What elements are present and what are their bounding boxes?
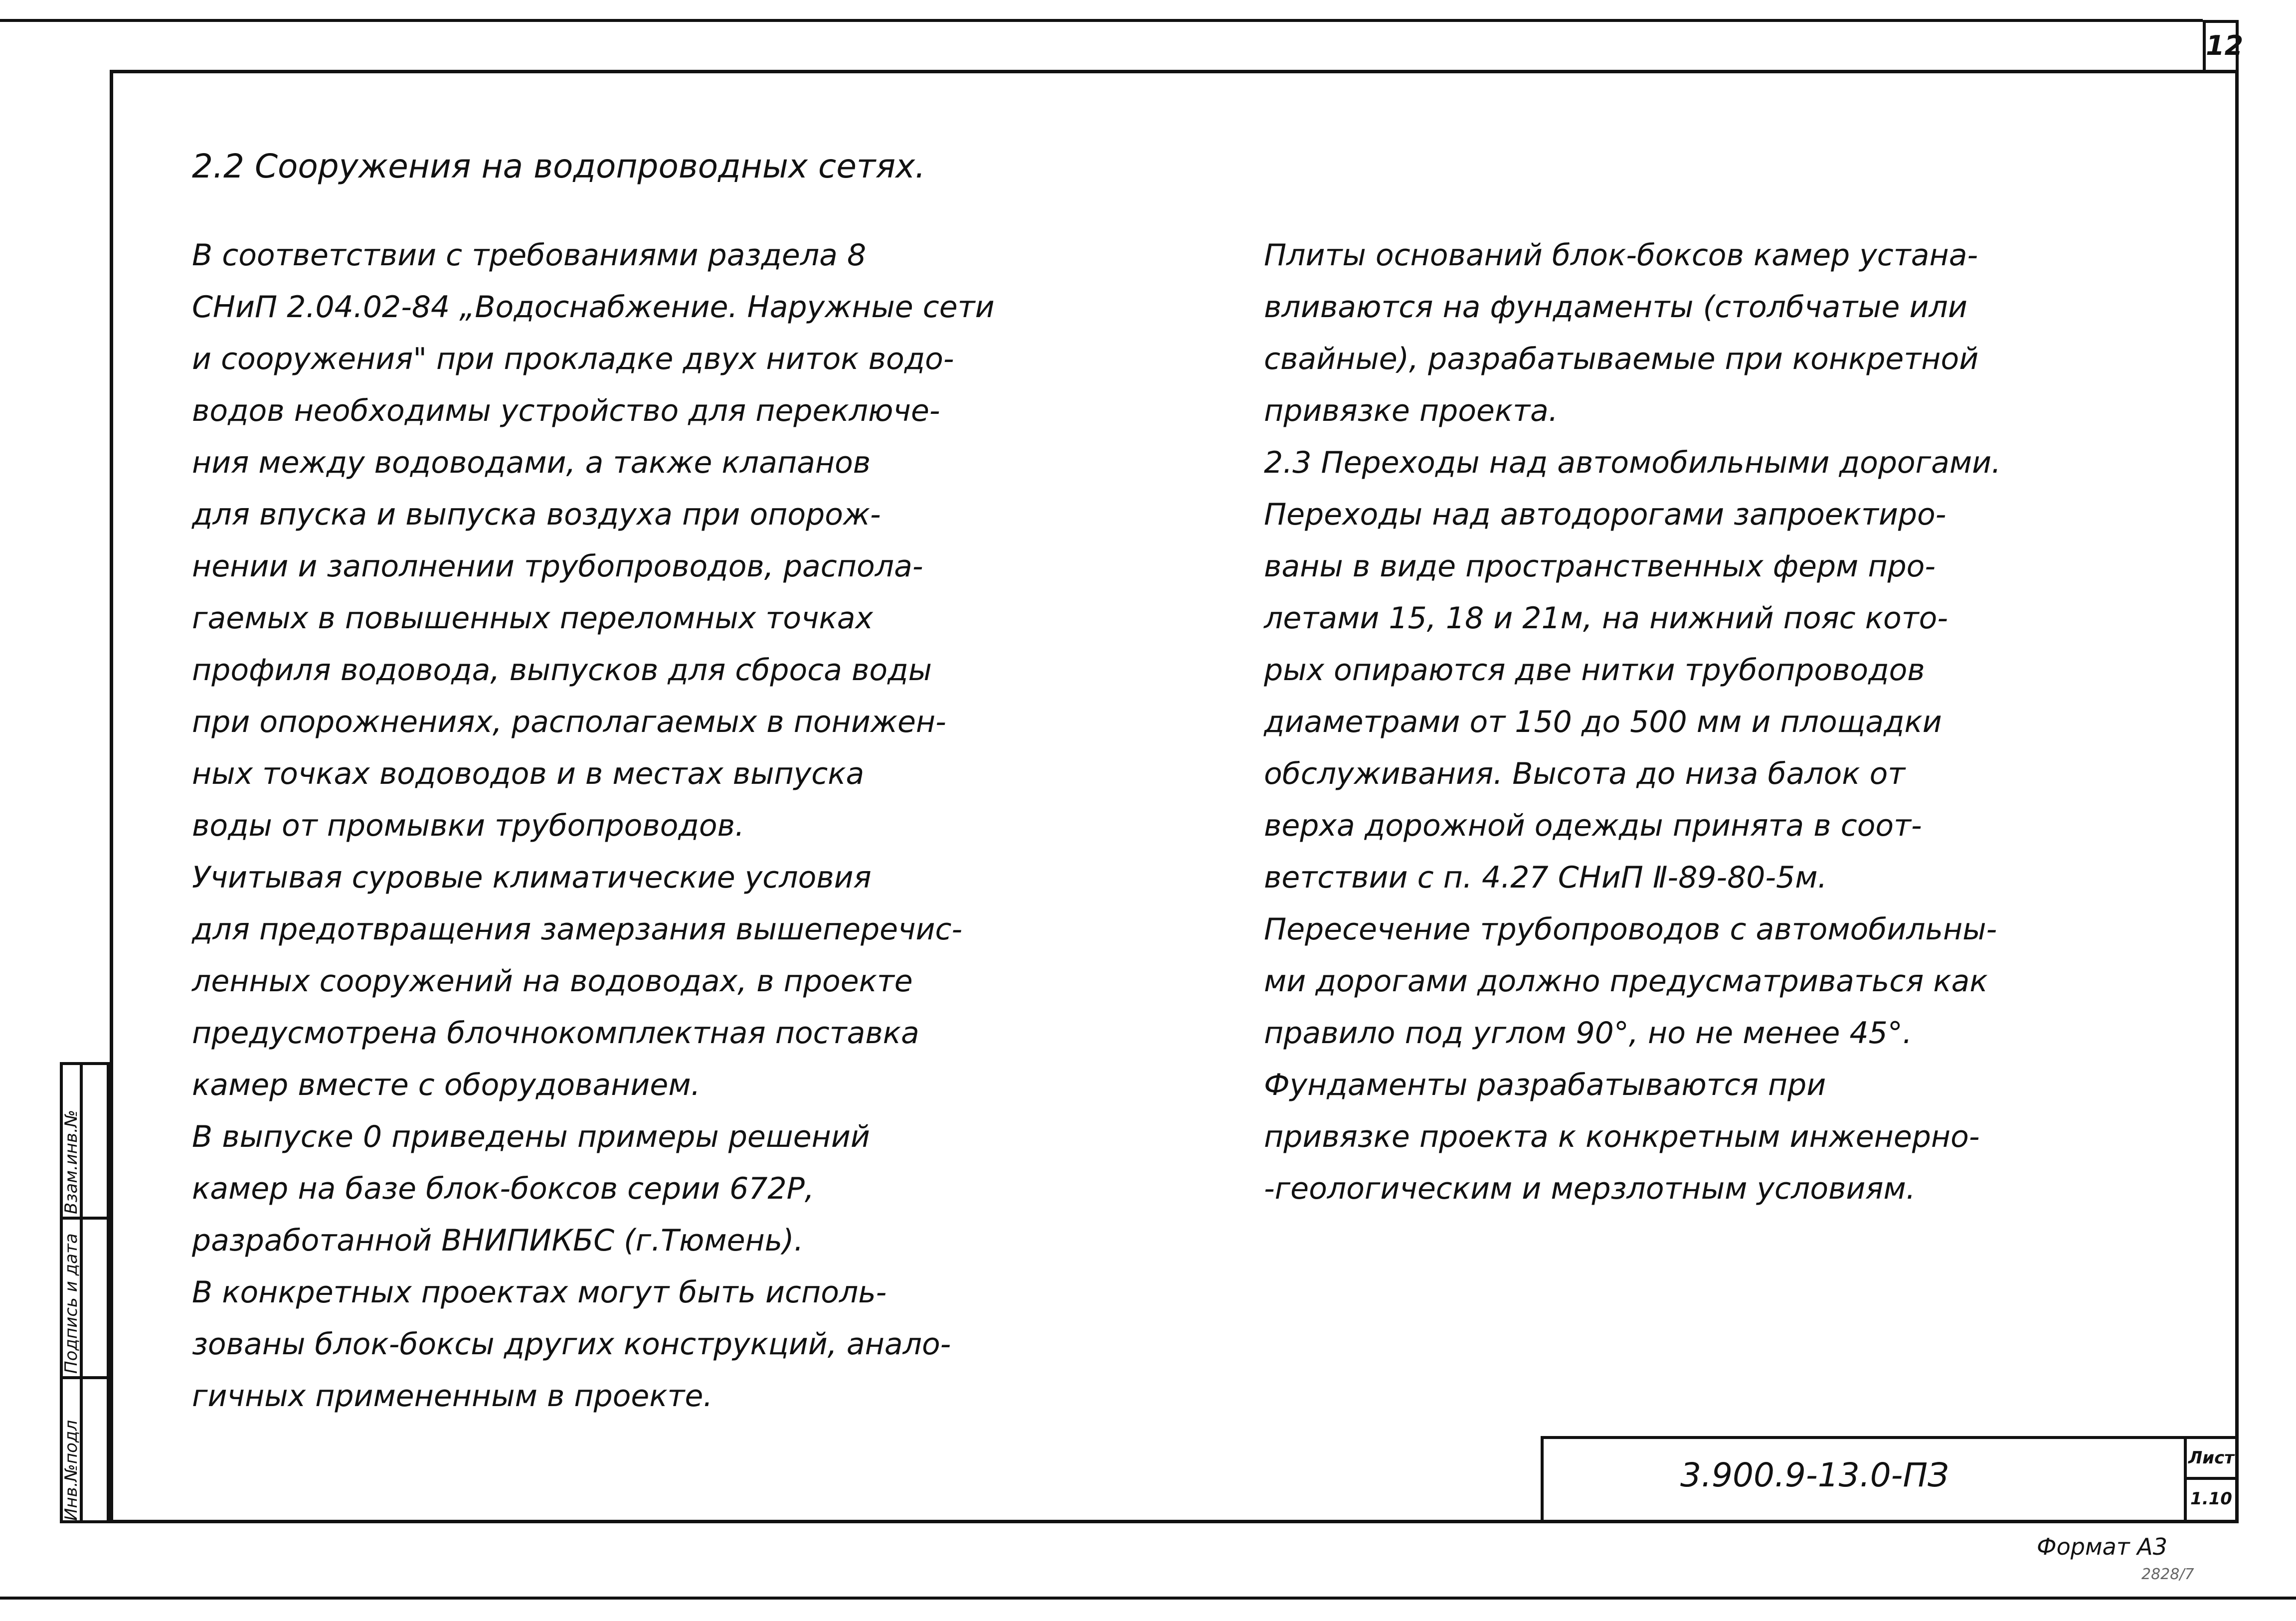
text-line: ных точках водоводов и в местах выпуска — [192, 756, 865, 791]
top-rule — [0, 19, 2203, 22]
page-number — [2203, 20, 2244, 70]
text-line: -геологическим и мерзлотным условиям. — [1264, 1171, 1916, 1206]
text-line: для предотвращения замерзания вышеперечис- — [192, 912, 963, 947]
text-line: В соответствии с требованиями раздела 8 — [192, 238, 867, 273]
text-line: ми дорогами должно предусматриваться как — [1264, 964, 1988, 999]
text-line: диаметрами от 150 до 500 мм и площадки — [1264, 705, 1942, 739]
text-line: вливаются на фундаменты (столбчатые или — [1264, 290, 1967, 325]
text-line: камер на базе блок-боксов серии 672Р, — [192, 1171, 814, 1206]
text-line: правило под углом 90°, но не менее 45°. — [1264, 1016, 1912, 1051]
sheet-number: 1.10 — [2190, 1489, 2232, 1509]
side-label-podpis: Подпись и дата — [61, 1233, 81, 1374]
section-heading: 2.2 Сооружения на водопроводных сетях. — [192, 147, 926, 185]
text-line: летами 15, 18 и 21м, на нижний пояс кото- — [1264, 601, 1948, 636]
text-line: Учитывая суровые климатические условия — [192, 860, 872, 895]
text-line: гичных примененным в проекте. — [192, 1379, 713, 1414]
text-line: рых опираются две нитки трубопроводов — [1264, 653, 1925, 688]
text-line: обслуживания. Высота до низа балок от — [1264, 756, 1906, 791]
text-line: водов необходимы устройство для переключе- — [192, 393, 940, 428]
side-strip-sep-1 — [60, 1217, 110, 1220]
sheet-label-cell — [2184, 1436, 2239, 1480]
text-line: верха дорожной одежды принята в соот- — [1264, 808, 1922, 843]
text-line: Фундаменты разрабатываются при — [1264, 1068, 1826, 1102]
text-line: Плиты оснований блок-боксов камер устана- — [1264, 238, 1978, 273]
text-line: гаемых в повышенных переломных точках — [192, 601, 874, 636]
text-line: В конкретных проектах могут быть исполь- — [192, 1275, 887, 1310]
text-line: для впуска и выпуска воздуха при опорож- — [192, 497, 881, 532]
bottom-rule — [0, 1597, 2296, 1600]
side-label-inv-podl: Инв.№подл — [61, 1420, 81, 1521]
text-line: воды от промывки трубопроводов. — [192, 808, 745, 843]
document-code: 3.900.9-13.0-ПЗ — [1680, 1456, 1949, 1494]
sheet-label: Лист — [2188, 1448, 2234, 1468]
text-line: ветствии с п. 4.27 СНиП Ⅱ-89-80-5м. — [1264, 860, 1827, 895]
page-number-text: 12 — [2206, 30, 2244, 61]
left-text-column — [192, 229, 995, 1422]
text-line: зованы блок-боксы других конструкций, анало- — [192, 1327, 951, 1362]
text-line: ленных сооружений на водоводах, в проекте — [192, 964, 913, 999]
right-border — [2236, 20, 2239, 1523]
text-line: ваны в виде пространственных ферм про- — [1264, 549, 1936, 584]
text-line: ния между водоводами, а также клапанов — [192, 445, 871, 480]
text-line: и сооружения" при прокладке двух ниток водо- — [192, 342, 954, 376]
text-line: СНиП 2.04.02-84 „Водоснабжение. Наружные сети — [192, 290, 995, 325]
text-line: привязке проекта. — [1264, 393, 1558, 428]
text-line: привязке проекта к конкретным инженерно- — [1264, 1119, 1980, 1154]
text-line: 2.3 Переходы над автомобильными дорогами. — [1264, 445, 2001, 480]
footer-mark: 2828/7 — [2141, 1566, 2194, 1583]
side-label-vzam: Взам.инв.№ — [61, 1109, 81, 1214]
text-line: Переходы над автодорогами запроектиро- — [1264, 497, 1946, 532]
text-line: при опорожнениях, располагаемых в понижен- — [192, 705, 946, 739]
text-line: камер вместе с оборудованием. — [192, 1068, 701, 1102]
text-line: свайные), разрабатываемые при конкретной — [1264, 342, 1979, 376]
text-line: профиля водовода, выпусков для сброса воды — [192, 653, 932, 688]
text-line: В выпуске 0 приведены примеры решений — [192, 1119, 870, 1154]
text-line: предусмотрена блочнокомплектная поставка — [192, 1016, 919, 1051]
text-line: нении и заполнении трубопроводов, распола- — [192, 549, 923, 584]
format-label: Формат А3 — [2037, 1533, 2167, 1560]
right-text-column — [1264, 229, 2001, 1215]
sheet-number-cell — [2184, 1477, 2239, 1523]
side-strip-sep-2 — [60, 1376, 110, 1379]
text-line: Пересечение трубопроводов с автомобильны- — [1264, 912, 1997, 947]
text-line: разработанной ВНИПИКБС (г.Тюмень). — [192, 1223, 804, 1258]
